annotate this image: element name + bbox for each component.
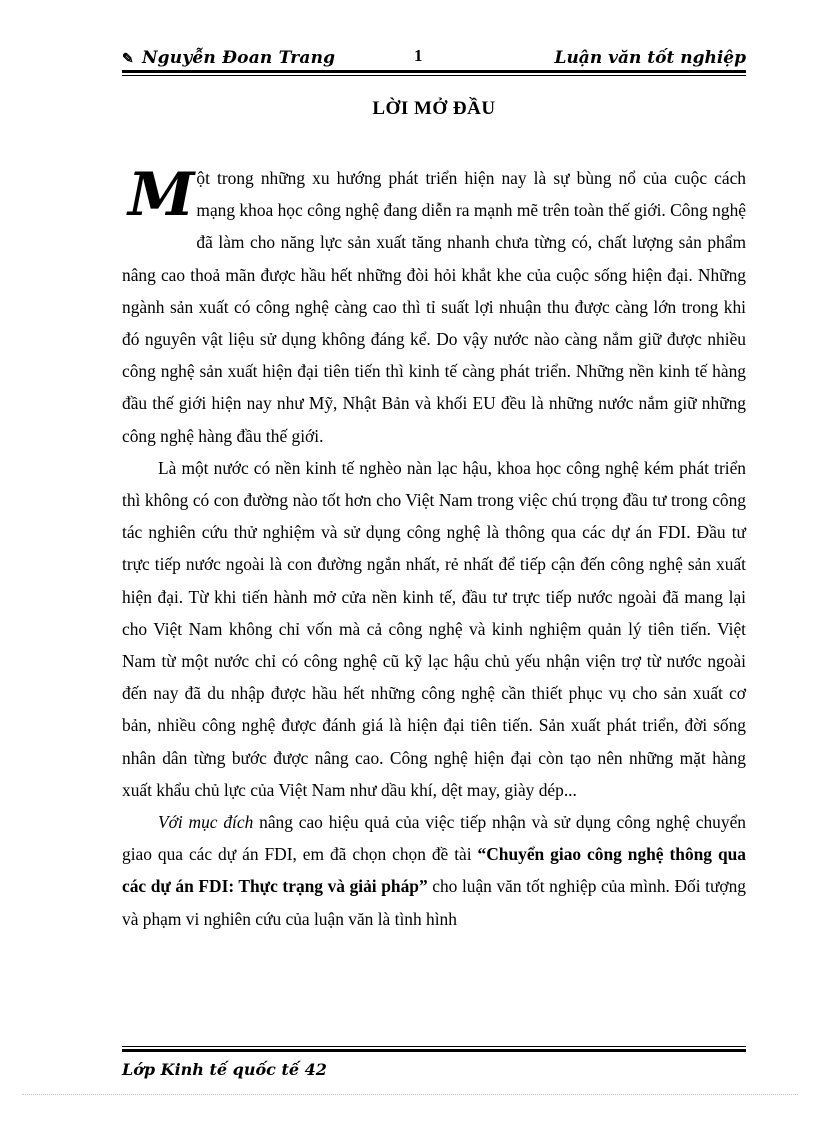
header-author-name: Nguyễn Đoan Trang — [141, 48, 336, 68]
paragraph-3-text-b: cho luận văn tốt nghiệp của mình. Đối tượng và phạm vi nghiên cứu của luận văn là tình hình — [122, 876, 746, 929]
drop-cap: M — [128, 160, 191, 230]
footer-rule-thin — [122, 1046, 746, 1047]
header-rule-thin — [122, 75, 746, 76]
thesis-topic: “Chuyển giao công nghệ thông qua các dự án FDI: Thực trạng và giải pháp” — [122, 844, 746, 897]
header-document-type: Luận văn tốt nghiệp — [554, 48, 746, 68]
paragraph-3-lead: Với mục đích — [158, 812, 254, 833]
paragraph-3-text-a: nâng cao hiệu quả của việc tiếp nhận và sử dụng công nghệ chuyển giao qua các dự án FDI, em đã chọn chọn đề tài — [122, 812, 746, 865]
section-title: LỜI MỞ ĐẦU — [372, 98, 496, 119]
pen-icon: ✎ — [122, 51, 134, 67]
paragraph-1-text: ột trong những xu hướng phát triển hiện nay là sự bùng nổ của cuộc cách mạng khoa học công nghệ đang diễn ra mạnh mẽ trên toàn thế giới. Công nghệ đã làm cho năng lực sản xuất tăng nhanh chưa từng có, chất lượng sản phẩm nâng cao thoả mãn được hầu hết những đòi hỏi khắt khe của cuộc sống hiện đại. Những ngành sản xuất có công nghệ càng cao thì tỉ suất lợi nhuận thu được càng lớn trong khi đó nguyên vật liệu sử dụng không đáng kể. Do vậy nước nào càng nắm giữ được nhiều công nghệ sản xuất hiện đại tiên tiến thì kinh tế càng phát triển. Những nền kinh tế hàng đầu thế giới hiện nay như Mỹ, Nhật Bản và khối EU đều là những nước nắm giữ những công nghệ hàng đầu thế giới. — [122, 168, 746, 446]
body-text — [122, 162, 746, 935]
paragraph-1 — [122, 162, 746, 452]
header-page-number: 1 — [414, 46, 423, 65]
footer-class-name: Lớp Kinh tế quốc tế 42 — [122, 1060, 327, 1079]
header-rule-thick — [122, 70, 746, 73]
header-author — [122, 48, 335, 68]
page-edge-divider — [22, 1094, 798, 1095]
paragraph-2: Là một nước có nền kinh tế nghèo nàn lạc hậu, khoa học công nghệ kém phát triển thì không có con đường nào tốt hơn cho Việt Nam trong việc chú trọng đầu tư trong công tác nghiên cứu thử nghiệm và sử dụng công nghệ là thông qua các dự án FDI. Đầu tư trực tiếp nước ngoài là con đường ngắn nhất, rẻ nhất để tiếp cận đến công nghệ sản xuất hiện đại. Từ khi tiến hành mở cửa nền kinh tế, đầu tư trực tiếp nước ngoài đã mang lại cho Việt Nam không chỉ vốn mà cả công nghệ và kinh nghiệm quản lý tiên tiến. Việt Nam từ một nước chỉ có công nghệ cũ kỹ lạc hậu chủ yếu nhận viện trợ từ nước ngoài đến nay đã du nhập được hầu hết những công nghệ cần thiết phục vụ cho sản xuất cơ bản, nhiều công nghệ được đánh giá là hiện đại tiên tiến. Sản xuất phát triển, đời sống nhân dân từng bước được nâng cao. Công nghệ hiện đại còn tạo nên những mặt hàng xuất khẩu chủ lực của Việt Nam như dầu khí, dệt may, giày dép... — [122, 457, 746, 800]
footer-rule-thick — [122, 1049, 746, 1052]
paragraph-3 — [122, 806, 746, 935]
